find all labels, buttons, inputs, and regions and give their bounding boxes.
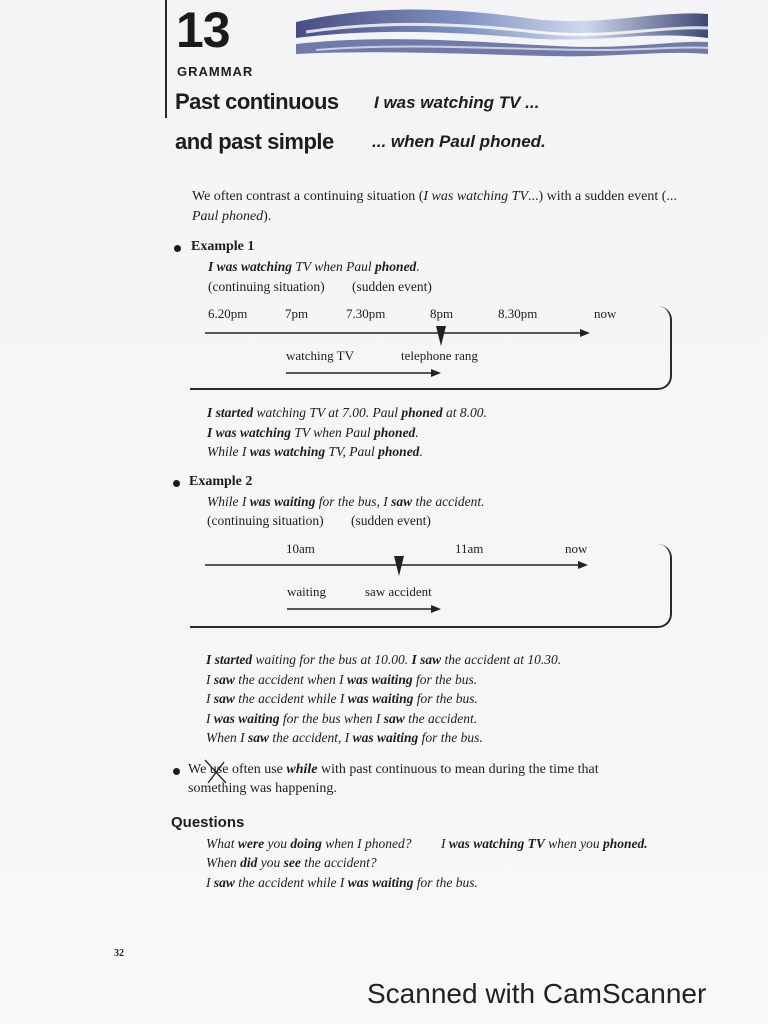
section-label: GRAMMAR (177, 64, 254, 79)
example1-role-continuing: (continuing situation) (208, 279, 325, 294)
timeline2-tick-2: 11am (455, 541, 484, 556)
timeline1-tick-2: 7pm (285, 306, 309, 321)
timeline2-tick-3: now (565, 541, 588, 556)
example1-note-2: I was watching TV when Paul phoned. (207, 425, 419, 440)
timeline2-action-2: saw accident (365, 584, 432, 599)
page-title-line2: and past simple (175, 129, 334, 154)
example2-role-sudden: (sudden event) (351, 513, 431, 528)
example1-note-3: While I was watching TV, Paul phoned. (207, 444, 423, 459)
timeline2-tick-1: 10am (286, 541, 315, 556)
timeline1-tick-3: 7.30pm (346, 306, 386, 321)
timeline1-tick-5: 8.30pm (498, 306, 538, 321)
timeline1-tick-6: now (594, 306, 617, 321)
example2-note-4: I was waiting for the bus when I saw the accident. (206, 711, 478, 726)
example1-role-sudden: (sudden event) (352, 279, 432, 294)
timeline1-action-2: telephone rang (401, 348, 478, 363)
timeline1-tick-1: 6.20pm (208, 306, 248, 321)
answer-1: I was watching TV when you phoned. (441, 836, 648, 851)
page-title-line1: Past continuous (175, 89, 339, 114)
intro-paragraph: We often contrast a continuing situation (I was watching TV...) with a sudden event (... Paul phoned). (192, 189, 677, 224)
answer-2: I saw the accident while I was waiting for the bus. (206, 875, 478, 890)
example2-sentence: While I was waiting for the bus, I saw the accident. (207, 494, 485, 509)
example2-note-2: I saw the accident when I was waiting for the bus. (206, 672, 478, 687)
example2-role-continuing: (continuing situation) (207, 513, 324, 528)
while-note-line1: We use often use while with past continuous to mean during the time that (188, 762, 599, 777)
example2-note-1: I started waiting for the bus at 10.00. I saw the accident at 10.30. (206, 652, 562, 667)
page-subtitle-line2: ... when Paul phoned. (372, 132, 546, 151)
timeline1-tick-4: 8pm (430, 306, 454, 321)
questions-heading: Questions (171, 814, 245, 831)
scanner-watermark: Scanned with CamScanner (367, 978, 707, 1009)
page-subtitle-line1: I was watching TV ... (374, 93, 540, 112)
unit-number: 13 (176, 2, 230, 58)
question-2: When did you see the accident? (206, 855, 377, 870)
example1-sentence: I was watching TV when Paul phoned. (208, 259, 420, 274)
timeline1-action-1: watching TV (286, 348, 354, 363)
example2-note-3: I saw the accident while I was waiting for the bus. (206, 691, 478, 706)
timeline2-action-1: waiting (287, 584, 326, 599)
example1-label: Example 1 (191, 239, 255, 254)
while-note-line2: something was happening. (188, 781, 337, 796)
example2-note-5: When I saw the accident, I was waiting for the bus. (206, 730, 483, 745)
example2-label: Example 2 (189, 474, 253, 489)
example1-note-1: I started watching TV at 7.00. Paul phoned at 8.00. (207, 405, 487, 420)
question-1: What were you doing when I phoned? (206, 836, 412, 851)
page-number: 32 (114, 948, 124, 959)
